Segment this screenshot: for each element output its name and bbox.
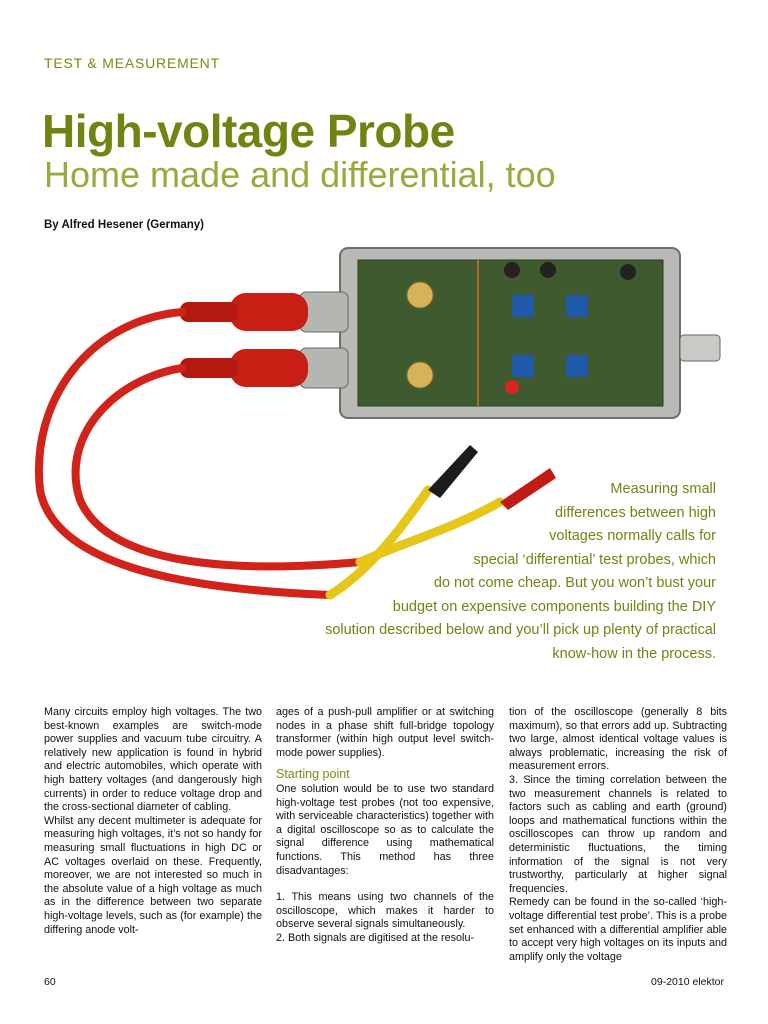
byline: By Alfred Hesener (Germany) bbox=[44, 219, 204, 231]
intro-line: special ‘differential’ test probes, which bbox=[473, 551, 716, 568]
intro-line: know-how in the process. bbox=[552, 645, 716, 662]
list-item: 1. This means using two channels of the oscilloscope, which makes it harder to observe several signals simultaneously. bbox=[276, 891, 494, 931]
intro-text bbox=[156, 478, 716, 666]
intro-line: do not come cheap. But you won’t bust your bbox=[433, 575, 716, 591]
body-paragraph: Many circuits employ high voltages. The two best-known examples are switch-mode power supplies and vacuum tube circuitry. A relatively new application is found in hybrid and electric automobiles, which operate with high battery voltages (and dangerously high currents) in order to reduce voltage drop and the cross-sectional diameter of cabling. bbox=[44, 706, 262, 814]
red-plug-lower bbox=[230, 349, 308, 387]
issue-label: 09-2010 elektor bbox=[651, 976, 724, 988]
body-paragraph: Whilst any decent multimeter is adequate for measuring high voltages, it’s not so handy for measuring small fluctuations in high DC or AC voltages overlaid on these. Frequently, moreover, we are not interested so much in the absolute value of a high voltage as much as in the difference between two separate high-voltage levels, such as (for example) the differing anode volt- bbox=[44, 814, 262, 936]
article-subtitle: Home made and differential, too bbox=[44, 154, 556, 195]
body-column-1 bbox=[44, 706, 262, 937]
body-paragraph: ages of a push-pull amplifier or at switching nodes in a phase shift full-bridge topology transformer (within high output level switch-mode power supplies). bbox=[276, 706, 494, 759]
page-number: 60 bbox=[44, 976, 56, 988]
body-column-2 bbox=[276, 706, 494, 946]
article-title: High-voltage Probe bbox=[42, 105, 455, 157]
intro-line: Measuring small bbox=[610, 481, 716, 497]
bnc-connector bbox=[680, 335, 720, 361]
intro-line: budget on expensive components building the DIY bbox=[392, 598, 716, 615]
red-plug-upper bbox=[230, 293, 308, 331]
list-item: 2. Both signals are digitised at the resolu- bbox=[276, 931, 475, 944]
body-paragraph: tion of the oscilloscope (generally 8 bits maximum), so that errors add up. Subtracting two large, almost identical voltage values is always problematic, increasing the risk of measurement errors. bbox=[509, 706, 727, 773]
body-column-3 bbox=[509, 706, 727, 964]
body-paragraph: One solution would be to use two standard high-voltage test probes (not too expensive, with serviceable characteristics) together with a digital oscilloscope so as to calculate the signal difference using mathematical functions. This method has three disadvantages: bbox=[276, 782, 494, 877]
intro-line: voltages normally calls for bbox=[549, 528, 716, 544]
body-paragraph: Remedy can be found in the so-called ‘high-voltage differential test probe’. This is a probe set enhanced with a differential amplifier able to accept very high voltages on its inputs and amplify only the voltage bbox=[509, 896, 727, 963]
intro-line: solution described below and you’ll pick up plenty of practical bbox=[325, 622, 716, 638]
section-tag: TEST & MEASUREMENT bbox=[44, 55, 220, 71]
list-item: 3. Since the timing correlation between the two measurement channels is related to factors such as cabling and earth (ground) loops and mathematical functions within the oscilloscopes can throw up random and deterministic fluctuations, the timing information of the signal is not very trustworthy, particularly at higher signal frequencies. bbox=[509, 773, 727, 895]
intro-line: differences between high bbox=[555, 504, 716, 521]
section-heading: Starting point bbox=[276, 767, 350, 782]
